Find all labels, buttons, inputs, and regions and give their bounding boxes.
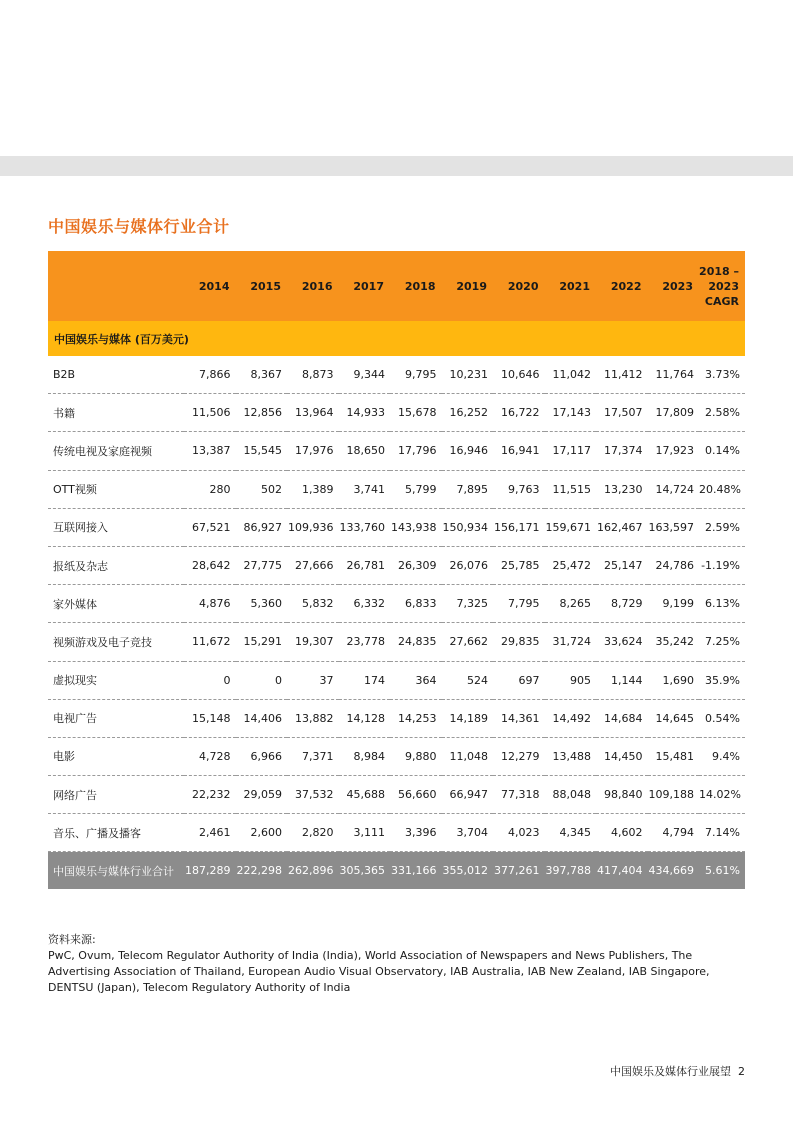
value-cell: 6,966: [236, 737, 288, 775]
value-cell: 28,642: [184, 546, 236, 584]
value-cell: 697: [493, 661, 545, 699]
cagr-cell: 14.02%: [699, 776, 745, 814]
header-year: 2016: [287, 251, 339, 321]
value-cell: 9,199: [648, 585, 700, 623]
header-year: 2014: [184, 251, 236, 321]
value-cell: 17,507: [596, 394, 648, 432]
value-cell: 0: [184, 661, 236, 699]
value-cell: 8,265: [545, 585, 597, 623]
table-row: [48, 623, 745, 661]
value-cell: 10,646: [493, 356, 545, 394]
value-cell: 377,261: [493, 852, 545, 890]
value-cell: 16,941: [493, 432, 545, 470]
value-cell: 15,291: [236, 623, 288, 661]
row-label: 报纸及杂志: [48, 546, 184, 584]
value-cell: 905: [545, 661, 597, 699]
cagr-cell: 20.48%: [699, 470, 745, 508]
table-row: [48, 356, 745, 394]
footer: [610, 1063, 745, 1079]
value-cell: 502: [236, 470, 288, 508]
value-cell: 305,365: [339, 852, 391, 890]
value-cell: 14,253: [390, 699, 442, 737]
data-table: [48, 251, 745, 889]
row-label: 家外媒体: [48, 585, 184, 623]
value-cell: 2,461: [184, 814, 236, 852]
value-cell: 5,799: [390, 470, 442, 508]
value-cell: 17,923: [648, 432, 700, 470]
table-row: [48, 432, 745, 470]
value-cell: 13,964: [287, 394, 339, 432]
table-row: [48, 470, 745, 508]
row-label: 书籍: [48, 394, 184, 432]
value-cell: 8,873: [287, 356, 339, 394]
value-cell: 27,662: [442, 623, 494, 661]
value-cell: 9,795: [390, 356, 442, 394]
value-cell: 16,946: [442, 432, 494, 470]
value-cell: 12,856: [236, 394, 288, 432]
row-label: 虚拟现实: [48, 661, 184, 699]
value-cell: 3,111: [339, 814, 391, 852]
value-cell: 77,318: [493, 776, 545, 814]
value-cell: 33,624: [596, 623, 648, 661]
value-cell: 2,600: [236, 814, 288, 852]
value-cell: 67,521: [184, 508, 236, 546]
header-year: 2020: [493, 251, 545, 321]
value-cell: 7,795: [493, 585, 545, 623]
value-cell: 14,492: [545, 699, 597, 737]
value-cell: 4,728: [184, 737, 236, 775]
header-year: 2019: [442, 251, 494, 321]
value-cell: 3,704: [442, 814, 494, 852]
value-cell: 17,117: [545, 432, 597, 470]
value-cell: 23,778: [339, 623, 391, 661]
value-cell: 11,506: [184, 394, 236, 432]
cagr-cell: 3.73%: [699, 356, 745, 394]
section-row: [48, 321, 745, 356]
cagr-cell: 0.14%: [699, 432, 745, 470]
value-cell: 355,012: [442, 852, 494, 890]
value-cell: 11,048: [442, 737, 494, 775]
value-cell: 417,404: [596, 852, 648, 890]
table-header-row: [48, 251, 745, 321]
value-cell: 187,289: [184, 852, 236, 890]
value-cell: 25,147: [596, 546, 648, 584]
table-row: [48, 814, 745, 852]
value-cell: 15,678: [390, 394, 442, 432]
row-label: 电视广告: [48, 699, 184, 737]
cagr-line: 2018 –: [699, 264, 739, 278]
value-cell: 262,896: [287, 852, 339, 890]
value-cell: 86,927: [236, 508, 288, 546]
page-title: 中国娱乐与媒体行业合计: [48, 217, 230, 236]
value-cell: 7,866: [184, 356, 236, 394]
value-cell: 11,042: [545, 356, 597, 394]
row-label: 电影: [48, 737, 184, 775]
table-row: [48, 508, 745, 546]
cagr-line: 2023: [708, 279, 739, 293]
value-cell: 17,809: [648, 394, 700, 432]
value-cell: 1,690: [648, 661, 700, 699]
value-cell: 10,231: [442, 356, 494, 394]
value-cell: 14,189: [442, 699, 494, 737]
header-year: 2023: [648, 251, 700, 321]
value-cell: 434,669: [648, 852, 700, 890]
cagr-cell: -1.19%: [699, 546, 745, 584]
row-label: 音乐、广播及播客: [48, 814, 184, 852]
cagr-cell: 35.9%: [699, 661, 745, 699]
value-cell: 22,232: [184, 776, 236, 814]
value-cell: 27,775: [236, 546, 288, 584]
value-cell: 8,729: [596, 585, 648, 623]
value-cell: 98,840: [596, 776, 648, 814]
value-cell: 150,934: [442, 508, 494, 546]
value-cell: 156,171: [493, 508, 545, 546]
value-cell: 3,396: [390, 814, 442, 852]
value-cell: 12,279: [493, 737, 545, 775]
section-label: 中国娱乐与媒体 (百万美元): [48, 321, 745, 356]
value-cell: 162,467: [596, 508, 648, 546]
value-cell: 4,023: [493, 814, 545, 852]
cagr-cell: 7.25%: [699, 623, 745, 661]
cagr-cell: 7.14%: [699, 814, 745, 852]
value-cell: 19,307: [287, 623, 339, 661]
header-year: 2021: [545, 251, 597, 321]
value-cell: 6,833: [390, 585, 442, 623]
row-label: 中国娱乐与媒体行业合计: [48, 852, 184, 890]
table-row: [48, 546, 745, 584]
value-cell: 1,389: [287, 470, 339, 508]
value-cell: 13,230: [596, 470, 648, 508]
table-row: [48, 394, 745, 432]
value-cell: 109,188: [648, 776, 700, 814]
value-cell: 66,947: [442, 776, 494, 814]
value-cell: 17,374: [596, 432, 648, 470]
header-cagr: [699, 251, 745, 321]
value-cell: 8,984: [339, 737, 391, 775]
value-cell: 13,387: [184, 432, 236, 470]
value-cell: 56,660: [390, 776, 442, 814]
value-cell: 15,545: [236, 432, 288, 470]
value-cell: 26,076: [442, 546, 494, 584]
cagr-cell: 2.59%: [699, 508, 745, 546]
value-cell: 27,666: [287, 546, 339, 584]
header-year: 2015: [236, 251, 288, 321]
footer-title: 中国娱乐及媒体行业展望: [610, 1065, 731, 1078]
top-band: [0, 156, 793, 176]
header-label-cell: [48, 251, 184, 321]
value-cell: 364: [390, 661, 442, 699]
cagr-cell: 2.58%: [699, 394, 745, 432]
cagr-cell: 6.13%: [699, 585, 745, 623]
value-cell: 5,360: [236, 585, 288, 623]
value-cell: 31,724: [545, 623, 597, 661]
value-cell: 174: [339, 661, 391, 699]
row-label: 视频游戏及电子竞技: [48, 623, 184, 661]
value-cell: 4,876: [184, 585, 236, 623]
value-cell: 14,128: [339, 699, 391, 737]
value-cell: 5,832: [287, 585, 339, 623]
source-title: 资料来源:: [48, 933, 96, 946]
total-row: [48, 852, 745, 890]
value-cell: 26,781: [339, 546, 391, 584]
row-label: B2B: [48, 356, 184, 394]
value-cell: 25,472: [545, 546, 597, 584]
value-cell: 7,371: [287, 737, 339, 775]
value-cell: 25,785: [493, 546, 545, 584]
source-text: PwC, Ovum, Telecom Regulator Authority of India (India), World Association of Newspapers and News Publishers, The Advertising Association of Thailand, European Audio Visual Observatory, IAB Australia, IAB New Zealand, IAB Singapore, DENTSU (Japan), Telecom Regulatory Authority of India: [48, 949, 710, 994]
value-cell: 143,938: [390, 508, 442, 546]
value-cell: 9,880: [390, 737, 442, 775]
cagr-line: CAGR: [704, 294, 739, 308]
value-cell: 13,488: [545, 737, 597, 775]
value-cell: 37: [287, 661, 339, 699]
value-cell: 9,344: [339, 356, 391, 394]
value-cell: 17,796: [390, 432, 442, 470]
value-cell: 14,361: [493, 699, 545, 737]
row-label: OTT视频: [48, 470, 184, 508]
table-row: [48, 699, 745, 737]
value-cell: 524: [442, 661, 494, 699]
value-cell: 4,345: [545, 814, 597, 852]
value-cell: 24,786: [648, 546, 700, 584]
value-cell: 2,820: [287, 814, 339, 852]
value-cell: 45,688: [339, 776, 391, 814]
row-label: 互联网接入: [48, 508, 184, 546]
value-cell: 1,144: [596, 661, 648, 699]
table-row: [48, 737, 745, 775]
row-label: 网络广告: [48, 776, 184, 814]
cagr-cell: 0.54%: [699, 699, 745, 737]
value-cell: 7,325: [442, 585, 494, 623]
value-cell: 17,976: [287, 432, 339, 470]
value-cell: 24,835: [390, 623, 442, 661]
value-cell: 0: [236, 661, 288, 699]
value-cell: 16,722: [493, 394, 545, 432]
value-cell: 18,650: [339, 432, 391, 470]
value-cell: 14,406: [236, 699, 288, 737]
value-cell: 4,602: [596, 814, 648, 852]
value-cell: 15,481: [648, 737, 700, 775]
value-cell: 280: [184, 470, 236, 508]
header-year: 2022: [596, 251, 648, 321]
value-cell: 11,412: [596, 356, 648, 394]
value-cell: 11,515: [545, 470, 597, 508]
value-cell: 14,724: [648, 470, 700, 508]
value-cell: 17,143: [545, 394, 597, 432]
value-cell: 37,532: [287, 776, 339, 814]
value-cell: 7,895: [442, 470, 494, 508]
value-cell: 29,059: [236, 776, 288, 814]
row-label: 传统电视及家庭视频: [48, 432, 184, 470]
value-cell: 26,309: [390, 546, 442, 584]
header-year: 2018: [390, 251, 442, 321]
value-cell: 88,048: [545, 776, 597, 814]
value-cell: 109,936: [287, 508, 339, 546]
value-cell: 14,933: [339, 394, 391, 432]
value-cell: 397,788: [545, 852, 597, 890]
table-row: [48, 585, 745, 623]
header-year: 2017: [339, 251, 391, 321]
value-cell: 3,741: [339, 470, 391, 508]
value-cell: 133,760: [339, 508, 391, 546]
value-cell: 16,252: [442, 394, 494, 432]
value-cell: 163,597: [648, 508, 700, 546]
page-number: 2: [738, 1065, 745, 1078]
value-cell: 15,148: [184, 699, 236, 737]
value-cell: 222,298: [236, 852, 288, 890]
value-cell: 6,332: [339, 585, 391, 623]
value-cell: 13,882: [287, 699, 339, 737]
value-cell: 331,166: [390, 852, 442, 890]
value-cell: 11,764: [648, 356, 700, 394]
cagr-cell: 9.4%: [699, 737, 745, 775]
table-row: [48, 776, 745, 814]
value-cell: 29,835: [493, 623, 545, 661]
value-cell: 35,242: [648, 623, 700, 661]
value-cell: 14,684: [596, 699, 648, 737]
value-cell: 8,367: [236, 356, 288, 394]
value-cell: 9,763: [493, 470, 545, 508]
value-cell: 4,794: [648, 814, 700, 852]
cagr-cell: 5.61%: [699, 852, 745, 890]
value-cell: 14,645: [648, 699, 700, 737]
table-row: [48, 661, 745, 699]
value-cell: 14,450: [596, 737, 648, 775]
value-cell: 11,672: [184, 623, 236, 661]
value-cell: 159,671: [545, 508, 597, 546]
